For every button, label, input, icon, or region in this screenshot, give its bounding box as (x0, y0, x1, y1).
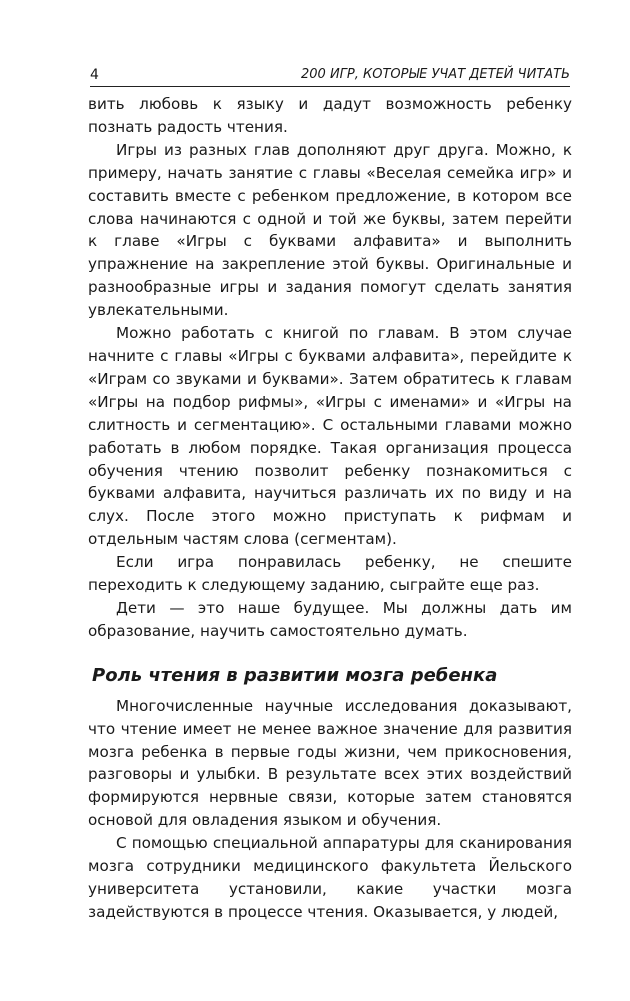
paragraph: С помощью специальной аппаратуры для сканирования мозга сотрудники медицинского факультета Йельского университета установили, какие участки мозга задействуются в процессе чтения. Оказывается, у людей, (88, 834, 572, 921)
page-number: 4 (90, 67, 99, 83)
paragraph: Можно работать с книгой по главам. В этом случае начните с главы «Игры с буквами алфавита», перейдите к «Играм со звуками и буквами». Затем обратитесь к главам «Игры на подбор рифмы», «Игры с именами» и «Игры на слитность и сегментацию». С остальными главами можно работать в любом порядке. Такая организация процесса обучения чтению позволит ребенку познакомиться с буквами алфавита, научиться различать их по виду и на слух. После этого можно приступать к рифмам и отдельным частям слова (сегментам). (88, 324, 572, 549)
paragraph-continuation: вить любовь к языку и дадут возможность ребенку познать радость чтения. (88, 95, 572, 136)
paragraph: Если игра понравилась ребенку, не спешите переходить к следующему заданию, сыграйте еще раз. (88, 553, 572, 595)
running-head (90, 66, 570, 88)
section-heading: Роль чтения в развитии мозга ребенка (92, 664, 498, 686)
paragraph: Дети — это наше будущее. Мы должны дать им образование, научить самостоятельно думать. (88, 598, 572, 640)
paragraph: Многочисленные научные исследования доказывают, что чтение имеет не менее важное значение для развития мозга ребенка в первые годы жизни, чем прикосновения, разговоры и улыбки. В результате всех этих воздействий формируются нервные связи, которые затем становятся основой для овладения языком и обучения. (88, 696, 572, 830)
running-title: 200 ИГР, КОТОРЫЕ УЧАТ ДЕТЕЙ ЧИТАТЬ (301, 67, 570, 82)
header-rule (90, 86, 570, 87)
body-text (88, 93, 572, 924)
paragraph: Игры из разных глав дополняют друг друга. Можно, к примеру, начать занятие с главы «Веселая семейка игр» и составить вместе с ребенком предложение, в котором все слова начинаются с одной и той же буквы, затем перейти к главе «Игры с буквами алфавита» и выполнить упражнение на закрепление этой буквы. Оригинальные и разнообразные игры и задания помогут сделать занятия увлекательными. (88, 140, 572, 320)
